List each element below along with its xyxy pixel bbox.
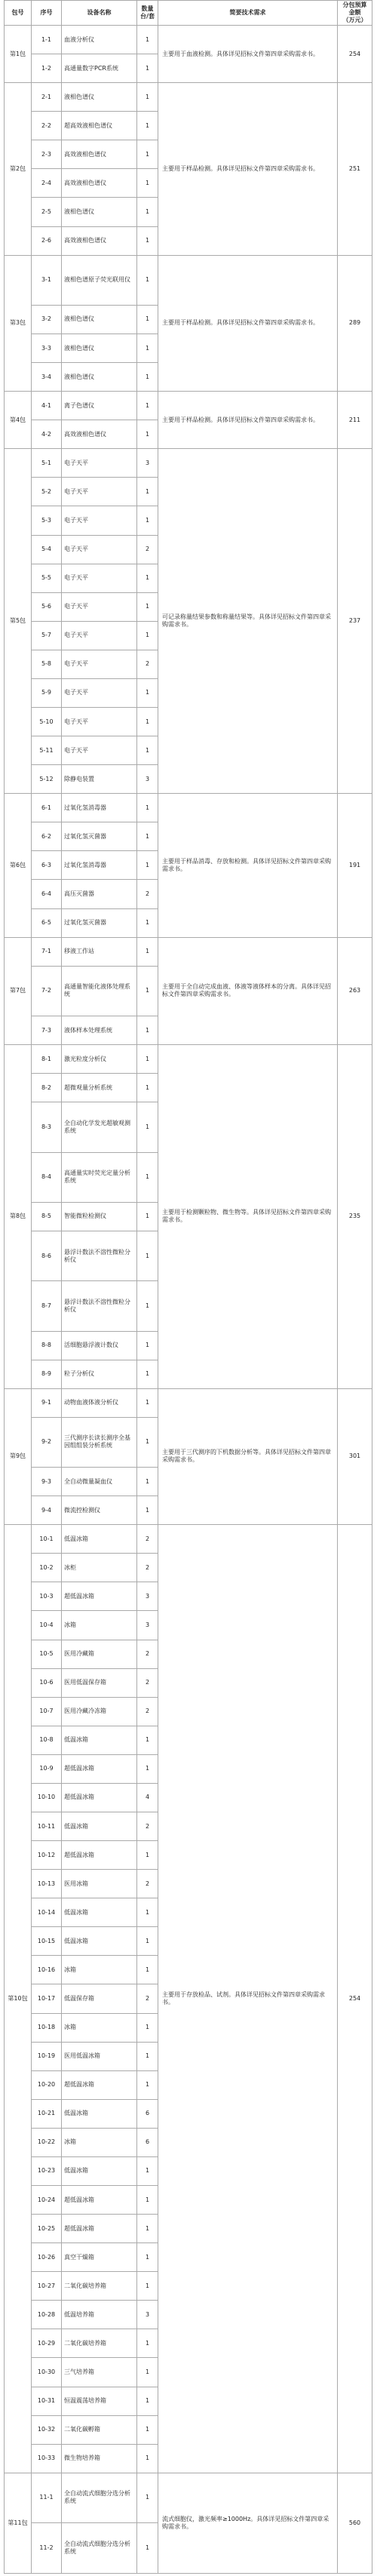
qty-cell: 1 [137, 736, 158, 765]
equipment-name-cell: 电子天平 [62, 736, 137, 765]
equipment-name-cell: 超高效液相色谱仪 [62, 112, 137, 140]
qty-cell: 1 [137, 392, 158, 420]
equipment-name-cell: 高效液相色谱仪 [62, 140, 137, 169]
requirement-cell: 主要用于三代测序的下机数据分析等。具体详见招标文件第四章采购需求书。 [158, 1388, 338, 1525]
qty-cell: 1 [137, 1417, 158, 1467]
table-row [5, 794, 372, 822]
seq-cell: 6-5 [32, 908, 62, 937]
seq-cell: 10-5 [32, 1640, 62, 1668]
seq-cell: 8-4 [32, 1152, 62, 1202]
qty-cell: 4 [137, 1783, 158, 1812]
equipment-name-cell: 悬浮计数法不溶性微粒分析仪 [62, 1281, 137, 1331]
requirement-cell: 流式细胞仪，激光频率≥1000Hz。具体详见招标文件第四章采购需求书。 [158, 2473, 338, 2573]
seq-cell: 8-2 [32, 1074, 62, 1102]
equipment-name-cell: 超低温冰箱 [62, 2215, 137, 2243]
package-cell: 第3包 [5, 255, 32, 392]
seq-cell: 8-1 [32, 1045, 62, 1074]
equipment-name-cell: 电子天平 [62, 650, 137, 678]
qty-cell: 1 [137, 2415, 158, 2444]
qty-cell: 1 [137, 1841, 158, 1870]
seq-cell: 2-5 [32, 198, 62, 226]
equipment-name-cell: 医用冷藏冷冻箱 [62, 1697, 137, 1726]
qty-cell: 2 [137, 1640, 158, 1668]
qty-cell: 1 [137, 1898, 158, 1927]
equipment-name-cell: 高效液相色谱仪 [62, 420, 137, 449]
seq-cell: 10-19 [32, 2042, 62, 2070]
seq-cell: 10-27 [32, 2272, 62, 2301]
seq-cell: 8-3 [32, 1102, 62, 1152]
equipment-name-cell: 超低温冰箱 [62, 2186, 137, 2215]
package-cell: 第1包 [5, 26, 32, 83]
header-seq: 序号 [32, 1, 62, 26]
seq-cell: 5-8 [32, 650, 62, 678]
qty-cell: 1 [137, 1331, 158, 1360]
package-cell: 第7包 [5, 937, 32, 1044]
seq-cell: 3-2 [32, 305, 62, 334]
qty-cell: 2 [137, 880, 158, 908]
qty-cell: 2 [137, 1870, 158, 1898]
seq-cell: 10-8 [32, 1726, 62, 1754]
equipment-name-cell: 真空干燥箱 [62, 2243, 137, 2272]
seq-cell: 9-3 [32, 1468, 62, 1496]
equipment-name-cell: 低温培养箱 [62, 2301, 137, 2329]
seq-cell: 10-31 [32, 2387, 62, 2415]
qty-cell: 1 [137, 83, 158, 112]
equipment-name-cell: 过氧化氢灭菌器 [62, 908, 137, 937]
equipment-name-cell: 低温冰箱 [62, 1898, 137, 1927]
seq-cell: 10-13 [32, 1870, 62, 1898]
seq-cell: 10-25 [32, 2215, 62, 2243]
seq-cell: 10-28 [32, 2301, 62, 2329]
equipment-name-cell: 液相色谱仪 [62, 83, 137, 112]
equipment-name-cell: 全自动化学发光超敏观测系统 [62, 1102, 137, 1152]
seq-cell: 5-2 [32, 478, 62, 506]
header-budget: 分包预算金额 （万元） [338, 1, 372, 26]
equipment-name-cell: 液相色谱仪 [62, 363, 137, 392]
requirement-cell: 主要用于全自动完成血液、体液等液体样本的分离。具体详见招标文件第四章采购需求书。 [158, 937, 338, 1044]
equipment-name-cell: 医用低温冰箱 [62, 2042, 137, 2070]
qty-cell: 1 [137, 420, 158, 449]
header-equipment: 设备名称 [62, 1, 137, 26]
equipment-name-cell: 液相色谱仪 [62, 198, 137, 226]
qty-cell: 2 [137, 1812, 158, 1840]
seq-cell: 10-18 [32, 2013, 62, 2042]
qty-cell: 2 [137, 1668, 158, 1697]
requirement-cell: 可记录称量结果参数和称量结果等。具体详见招标文件第四章采购需求书。 [158, 449, 338, 794]
qty-cell: 1 [137, 2523, 158, 2574]
qty-cell: 1 [137, 1281, 158, 1331]
seq-cell: 10-26 [32, 2243, 62, 2272]
table-row [5, 1388, 372, 1417]
equipment-name-cell: 电子天平 [62, 592, 137, 621]
equipment-name-cell: 医用冰箱 [62, 1870, 137, 1898]
seq-cell: 3-3 [32, 334, 62, 363]
qty-cell: 3 [137, 765, 158, 794]
header-requirement: 简要技术需求 [158, 1, 338, 26]
seq-cell: 5-6 [32, 592, 62, 621]
equipment-name-cell: 血液分析仪 [62, 26, 137, 54]
budget-cell: 263 [338, 937, 372, 1044]
equipment-name-cell: 低温冰箱 [62, 2156, 137, 2185]
seq-cell: 4-2 [32, 420, 62, 449]
seq-cell: 10-17 [32, 1984, 62, 2013]
equipment-name-cell: 微生物培养箱 [62, 2444, 137, 2473]
seq-cell: 5-3 [32, 506, 62, 535]
equipment-name-cell: 高效液相色谱仪 [62, 169, 137, 198]
equipment-name-cell: 低温冰箱 [62, 1927, 137, 1956]
equipment-name-cell: 低温保存箱 [62, 1984, 137, 2013]
equipment-name-cell: 全自动微量凝血仪 [62, 1468, 137, 1496]
qty-cell: 1 [137, 1496, 158, 1525]
qty-cell: 1 [137, 2387, 158, 2415]
seq-cell: 6-2 [32, 822, 62, 851]
seq-cell: 10-29 [32, 2329, 62, 2358]
budget-cell: 191 [338, 794, 372, 937]
equipment-name-cell: 电子天平 [62, 564, 137, 592]
seq-cell: 10-14 [32, 1898, 62, 1927]
equipment-name-cell: 高压灭菌器 [62, 880, 137, 908]
seq-cell: 11-2 [32, 2523, 62, 2574]
seq-cell: 3-4 [32, 363, 62, 392]
equipment-name-cell: 医用冷藏箱 [62, 1640, 137, 1668]
equipment-name-cell: 电子天平 [62, 621, 137, 650]
header-package: 包号 [5, 1, 32, 26]
equipment-name-cell: 二氧化碳孵箱 [62, 2415, 137, 2444]
equipment-name-cell: 冰箱 [62, 1611, 137, 1640]
equipment-name-cell: 冰箱 [62, 2013, 137, 2042]
qty-cell: 1 [137, 908, 158, 937]
equipment-name-cell: 冰箱 [62, 2128, 137, 2156]
qty-cell: 1 [137, 1016, 158, 1045]
equipment-name-cell: 过氧化氢消毒器 [62, 794, 137, 822]
equipment-name-cell: 动物血液体液分析仪 [62, 1388, 137, 1417]
seq-cell: 4-1 [32, 392, 62, 420]
budget-cell: 211 [338, 392, 372, 449]
seq-cell: 10-12 [32, 1841, 62, 1870]
seq-cell: 6-1 [32, 794, 62, 822]
package-cell: 第8包 [5, 1045, 32, 1389]
table-row [5, 26, 372, 54]
seq-cell: 6-3 [32, 851, 62, 880]
equipment-name-cell: 超低温冰箱 [62, 1754, 137, 1783]
qty-cell: 1 [137, 2186, 158, 2215]
package-cell: 第9包 [5, 1388, 32, 1525]
equipment-name-cell: 低温冰箱 [62, 1812, 137, 1840]
seq-cell: 10-20 [32, 2070, 62, 2099]
budget-cell: 560 [338, 2473, 372, 2573]
qty-cell: 1 [137, 1388, 158, 1417]
equipment-name-cell: 电子天平 [62, 449, 137, 478]
seq-cell: 10-32 [32, 2415, 62, 2444]
qty-cell: 1 [137, 966, 158, 1016]
seq-cell: 2-4 [32, 169, 62, 198]
qty-cell: 1 [137, 255, 158, 305]
requirement-cell: 主要用于存放检品、试剂。具体详见招标文件第四章采购需求书。 [158, 1525, 338, 2473]
seq-cell: 5-10 [32, 708, 62, 736]
equipment-name-cell: 冰柜 [62, 1554, 137, 1582]
qty-cell: 1 [137, 1045, 158, 1074]
qty-cell: 1 [137, 1074, 158, 1102]
seq-cell: 1-1 [32, 26, 62, 54]
qty-cell: 1 [137, 2156, 158, 2185]
seq-cell: 10-11 [32, 1812, 62, 1840]
table-row [5, 937, 372, 966]
qty-cell: 1 [137, 1102, 158, 1152]
requirement-cell: 主要用于检测颗粒物、微生物等。具体详见招标文件第四章采购需求书。 [158, 1045, 338, 1389]
equipment-name-cell: 二氧化碳培养箱 [62, 2329, 137, 2358]
seq-cell: 2-1 [32, 83, 62, 112]
qty-cell: 1 [137, 1202, 158, 1231]
qty-cell: 3 [137, 1611, 158, 1640]
equipment-name-cell: 电子天平 [62, 535, 137, 564]
qty-cell: 1 [137, 2243, 158, 2272]
seq-cell: 8-7 [32, 1281, 62, 1331]
qty-cell: 1 [137, 2215, 158, 2243]
budget-cell: 251 [338, 83, 372, 255]
equipment-name-cell: 电子天平 [62, 678, 137, 707]
qty-cell: 1 [137, 2329, 158, 2358]
qty-cell: 1 [137, 140, 158, 169]
seq-cell: 6-4 [32, 880, 62, 908]
requirement-cell: 主要用于样品检测。具体详见招标文件第四章采购需求书。 [158, 255, 338, 392]
seq-cell: 10-22 [32, 2128, 62, 2156]
budget-cell: 237 [338, 449, 372, 794]
seq-cell: 10-9 [32, 1754, 62, 1783]
table-body [5, 26, 372, 2574]
equipment-name-cell: 智能微粒检测仪 [62, 1202, 137, 1231]
procurement-table [4, 0, 372, 2574]
budget-cell: 235 [338, 1045, 372, 1389]
package-cell: 第11包 [5, 2473, 32, 2573]
seq-cell: 10-3 [32, 1582, 62, 1611]
requirement-cell: 主要用于血液检测。具体详见招标文件第四章采购需求书。 [158, 26, 338, 83]
seq-cell: 5-7 [32, 621, 62, 650]
seq-cell: 10-21 [32, 2099, 62, 2128]
header-qty: 数量 台/套 [137, 1, 158, 26]
qty-cell: 1 [137, 506, 158, 535]
seq-cell: 8-8 [32, 1331, 62, 1360]
seq-cell: 10-2 [32, 1554, 62, 1582]
seq-cell: 1-2 [32, 54, 62, 83]
equipment-name-cell: 激光粒度分析仪 [62, 1045, 137, 1074]
seq-cell: 5-4 [32, 535, 62, 564]
table-row [5, 2473, 372, 2522]
equipment-name-cell: 液相色谱仪 [62, 305, 137, 334]
equipment-name-cell: 电子天平 [62, 506, 137, 535]
package-cell: 第2包 [5, 83, 32, 255]
table-row [5, 255, 372, 305]
equipment-name-cell: 高通量数字PCR系统 [62, 54, 137, 83]
equipment-name-cell: 过氧化氢灭菌器 [62, 822, 137, 851]
seq-cell: 8-9 [32, 1360, 62, 1388]
qty-cell: 1 [137, 1754, 158, 1783]
seq-cell: 3-1 [32, 255, 62, 305]
qty-cell: 3 [137, 449, 158, 478]
equipment-name-cell: 超低温冰箱 [62, 1582, 137, 1611]
qty-cell: 1 [137, 2444, 158, 2473]
seq-cell: 10-15 [32, 1927, 62, 1956]
qty-cell: 2 [137, 1697, 158, 1726]
equipment-name-cell: 恒温震荡培养箱 [62, 2387, 137, 2415]
seq-cell: 2-6 [32, 226, 62, 255]
equipment-name-cell: 医用低温保存箱 [62, 1668, 137, 1697]
qty-cell: 3 [137, 1582, 158, 1611]
table-row [5, 83, 372, 112]
seq-cell: 7-2 [32, 966, 62, 1016]
qty-cell: 1 [137, 794, 158, 822]
seq-cell: 10-16 [32, 1956, 62, 1984]
seq-cell: 5-11 [32, 736, 62, 765]
qty-cell: 1 [137, 305, 158, 334]
qty-cell: 1 [137, 564, 158, 592]
equipment-name-cell: 活细胞悬浮液计数仪 [62, 1331, 137, 1360]
qty-cell: 1 [137, 112, 158, 140]
seq-cell: 9-4 [32, 1496, 62, 1525]
equipment-name-cell: 低温冰箱 [62, 1525, 137, 1554]
seq-cell: 10-30 [32, 2358, 62, 2387]
qty-cell: 1 [137, 2013, 158, 2042]
seq-cell: 2-3 [32, 140, 62, 169]
seq-cell: 5-9 [32, 678, 62, 707]
qty-cell: 1 [137, 334, 158, 363]
table-row [5, 1045, 372, 1074]
qty-cell: 1 [137, 2272, 158, 2301]
seq-cell: 10-24 [32, 2186, 62, 2215]
seq-cell: 7-1 [32, 937, 62, 966]
equipment-name-cell: 冰箱 [62, 1956, 137, 1984]
qty-cell: 1 [137, 2358, 158, 2387]
qty-cell: 1 [137, 1927, 158, 1956]
equipment-name-cell: 超微观量分析系统 [62, 1074, 137, 1102]
qty-cell: 1 [137, 1152, 158, 1202]
seq-cell: 10-4 [32, 1611, 62, 1640]
equipment-name-cell: 三气培养箱 [62, 2358, 137, 2387]
table-row [5, 1525, 372, 1554]
equipment-name-cell: 二氧化碳培养箱 [62, 2272, 137, 2301]
seq-cell: 10-6 [32, 1668, 62, 1697]
seq-cell: 10-1 [32, 1525, 62, 1554]
seq-cell: 7-3 [32, 1016, 62, 1045]
seq-cell: 8-6 [32, 1231, 62, 1280]
table-row [5, 392, 372, 420]
equipment-name-cell: 离子色谱仪 [62, 392, 137, 420]
qty-cell: 6 [137, 2099, 158, 2128]
seq-cell: 10-7 [32, 1697, 62, 1726]
equipment-name-cell: 液体样本处理系统 [62, 1016, 137, 1045]
equipment-name-cell: 低温冰箱 [62, 2099, 137, 2128]
qty-cell: 1 [137, 621, 158, 650]
equipment-name-cell: 超低温冰箱 [62, 1841, 137, 1870]
qty-cell: 1 [137, 169, 158, 198]
qty-cell: 1 [137, 708, 158, 736]
qty-cell: 2 [137, 1525, 158, 1554]
seq-cell: 5-1 [32, 449, 62, 478]
equipment-name-cell: 液相色谱仪 [62, 334, 137, 363]
seq-cell: 9-1 [32, 1388, 62, 1417]
qty-cell: 1 [137, 478, 158, 506]
qty-cell: 1 [137, 937, 158, 966]
equipment-name-cell: 超低温冰箱 [62, 2070, 137, 2099]
qty-cell: 1 [137, 1231, 158, 1280]
qty-cell: 3 [137, 2301, 158, 2329]
qty-cell: 1 [137, 678, 158, 707]
seq-cell: 2-2 [32, 112, 62, 140]
header-row [5, 1, 372, 26]
equipment-name-cell: 悬浮计数法不溶性微粒分析仪 [62, 1231, 137, 1280]
equipment-name-cell: 移液工作站 [62, 937, 137, 966]
qty-cell: 1 [137, 592, 158, 621]
seq-cell: 11-1 [32, 2473, 62, 2522]
qty-cell: 1 [137, 26, 158, 54]
table-row [5, 449, 372, 478]
equipment-name-cell: 电子天平 [62, 478, 137, 506]
package-cell: 第6包 [5, 794, 32, 937]
qty-cell: 1 [137, 54, 158, 83]
qty-cell: 2 [137, 650, 158, 678]
qty-cell: 2 [137, 1554, 158, 1582]
equipment-name-cell: 低温冰箱 [62, 1726, 137, 1754]
qty-cell: 1 [137, 822, 158, 851]
equipment-name-cell: 全自动流式细胞分选分析系统 [62, 2523, 137, 2574]
equipment-name-cell: 微流控检测仪 [62, 1496, 137, 1525]
budget-cell: 254 [338, 1525, 372, 2473]
qty-cell: 2 [137, 535, 158, 564]
seq-cell: 5-5 [32, 564, 62, 592]
budget-cell: 289 [338, 255, 372, 392]
seq-cell: 10-33 [32, 2444, 62, 2473]
equipment-name-cell: 高通量实时荧光定量分析系统 [62, 1152, 137, 1202]
equipment-name-cell: 全自动流式细胞分选分析系统 [62, 2473, 137, 2522]
qty-cell: 1 [137, 1360, 158, 1388]
qty-cell: 1 [137, 2473, 158, 2522]
equipment-name-cell: 电子天平 [62, 708, 137, 736]
equipment-name-cell: 液相色谱原子荧光联用仪 [62, 255, 137, 305]
equipment-name-cell: 过氧化氢消毒器 [62, 851, 137, 880]
qty-cell: 1 [137, 1468, 158, 1496]
seq-cell: 8-5 [32, 1202, 62, 1231]
qty-cell: 6 [137, 2128, 158, 2156]
budget-cell: 254 [338, 26, 372, 83]
qty-cell: 1 [137, 851, 158, 880]
equipment-name-cell: 超低温冰箱 [62, 1783, 137, 1812]
requirement-cell: 主要用于样品检测。具体详见招标文件第四章采购需求书。 [158, 392, 338, 449]
qty-cell: 1 [137, 1956, 158, 1984]
qty-cell: 1 [137, 198, 158, 226]
seq-cell: 5-12 [32, 765, 62, 794]
package-cell: 第4包 [5, 392, 32, 449]
equipment-name-cell: 高效液相色谱仪 [62, 226, 137, 255]
seq-cell: 9-2 [32, 1417, 62, 1467]
qty-cell: 1 [137, 363, 158, 392]
budget-cell: 301 [338, 1388, 372, 1525]
qty-cell: 1 [137, 226, 158, 255]
qty-cell: 2 [137, 1984, 158, 2013]
equipment-name-cell: 高通量智能化液体处理系统 [62, 966, 137, 1016]
equipment-name-cell: 粒子分析仪 [62, 1360, 137, 1388]
seq-cell: 10-23 [32, 2156, 62, 2185]
qty-cell: 1 [137, 2070, 158, 2099]
requirement-cell: 主要用于样品消毒、存放和检测。具体详见招标文件第四章采购需求书。 [158, 794, 338, 937]
package-cell: 第10包 [5, 1525, 32, 2473]
equipment-name-cell: 除静电装置 [62, 765, 137, 794]
qty-cell: 1 [137, 1726, 158, 1754]
requirement-cell: 主要用于样品检测。具体详见招标文件第四章采购需求书。 [158, 83, 338, 255]
seq-cell: 10-10 [32, 1783, 62, 1812]
package-cell: 第5包 [5, 449, 32, 794]
equipment-name-cell: 三代测序长读长测序全基因组组装分析系统 [62, 1417, 137, 1467]
qty-cell: 1 [137, 2042, 158, 2070]
